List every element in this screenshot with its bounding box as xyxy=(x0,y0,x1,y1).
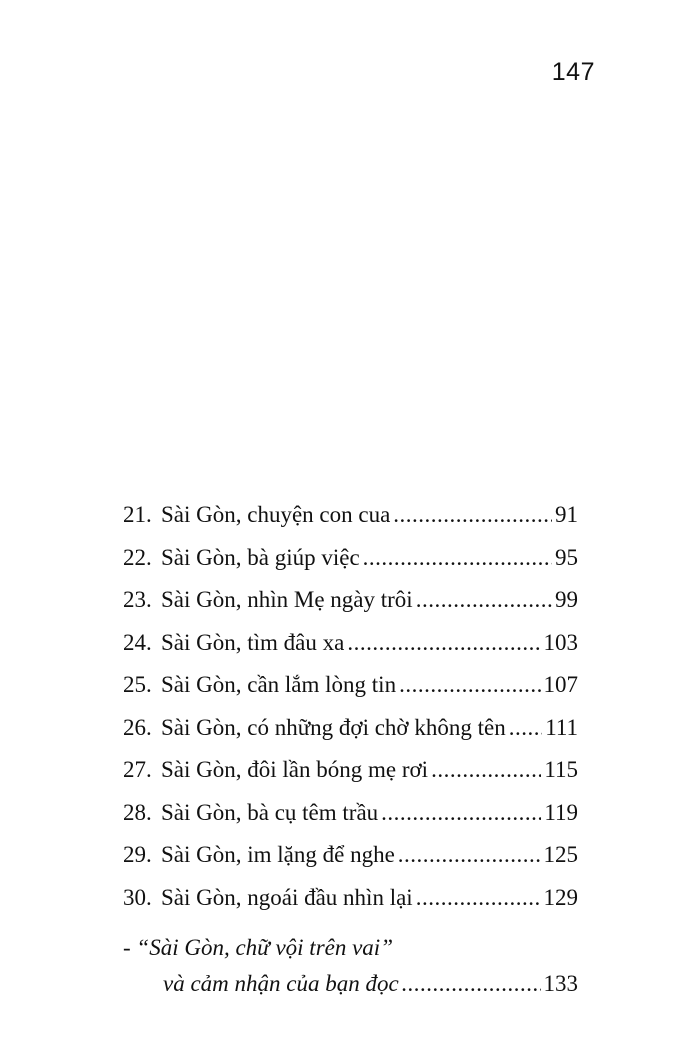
entry-title: Sài Gòn, im lặng để nghe xyxy=(161,842,395,867)
entry-page: 119 xyxy=(544,799,578,825)
toc-entry-23[interactable] xyxy=(123,587,578,630)
toc-entry-21[interactable] xyxy=(123,502,578,545)
dot-leader xyxy=(393,502,552,528)
dot-leader xyxy=(431,757,541,783)
entry-page: 129 xyxy=(543,884,578,910)
dot-leader xyxy=(416,885,541,911)
toc-entry-28[interactable] xyxy=(123,800,578,843)
entry-title: Sài Gòn, bà cụ têm trầu xyxy=(161,799,379,825)
dot-leader xyxy=(402,971,541,997)
entry-page: 103 xyxy=(543,629,578,655)
entry-title: Sài Gòn, cần lắm lòng tin xyxy=(161,672,397,697)
final-entry-heading: - “Sài Gòn, chữ vội trên vai” xyxy=(123,935,393,960)
entry-title: Sài Gòn, tìm đâu xa xyxy=(161,629,345,655)
dot-leader xyxy=(347,630,540,656)
entry-number: 29. xyxy=(123,842,152,867)
entry-title: Sài Gòn, có những đợi chờ không tên xyxy=(161,714,506,740)
entry-number: 26. xyxy=(123,714,152,740)
entry-number: 30. xyxy=(123,884,152,910)
entry-title: Sài Gòn, chuyện con cua xyxy=(161,502,391,527)
toc-entry-25[interactable] xyxy=(123,672,578,715)
entry-title: Sài Gòn, ngoái đầu nhìn lại xyxy=(161,884,413,910)
entry-page: 115 xyxy=(544,757,578,782)
entry-page: 111 xyxy=(545,714,578,740)
toc-entry-26[interactable] xyxy=(123,715,578,758)
entry-page: 133 xyxy=(543,971,578,996)
entry-page: 125 xyxy=(543,842,578,867)
dot-leader xyxy=(399,672,540,698)
toc-entry-reader-reviews[interactable] xyxy=(123,935,578,997)
entry-page: 95 xyxy=(555,544,578,570)
entry-number: 25. xyxy=(123,672,152,697)
entry-number: 28. xyxy=(123,799,152,825)
entry-title: Sài Gòn, bà giúp việc xyxy=(161,544,360,570)
entry-page: 91 xyxy=(555,502,578,527)
entry-title: Sài Gòn, nhìn Mẹ ngày trôi xyxy=(161,587,413,612)
entry-number: 22. xyxy=(123,544,152,570)
toc-entry-24[interactable] xyxy=(123,630,578,673)
entry-number: 27. xyxy=(123,757,152,782)
entry-page: 107 xyxy=(543,672,578,697)
entry-title: và cảm nhận của bạn đọc xyxy=(163,971,399,996)
entry-number: 21. xyxy=(123,502,152,527)
dot-leader xyxy=(509,715,543,741)
table-of-contents xyxy=(123,502,578,997)
entry-title: Sài Gòn, đôi lần bóng mẹ rơi xyxy=(161,757,429,782)
dot-leader xyxy=(363,545,552,571)
entry-number: 24. xyxy=(123,629,152,655)
dot-leader xyxy=(398,842,541,868)
dot-leader xyxy=(416,587,552,613)
dot-leader xyxy=(381,800,541,826)
page-number: 147 xyxy=(551,58,595,86)
toc-entry-29[interactable] xyxy=(123,842,578,885)
toc-entry-27[interactable] xyxy=(123,757,578,800)
toc-entry-30[interactable] xyxy=(123,885,578,928)
entry-number: 23. xyxy=(123,587,152,612)
toc-entry-22[interactable] xyxy=(123,545,578,588)
entry-page: 99 xyxy=(555,587,578,612)
final-entry-subline xyxy=(123,971,578,997)
